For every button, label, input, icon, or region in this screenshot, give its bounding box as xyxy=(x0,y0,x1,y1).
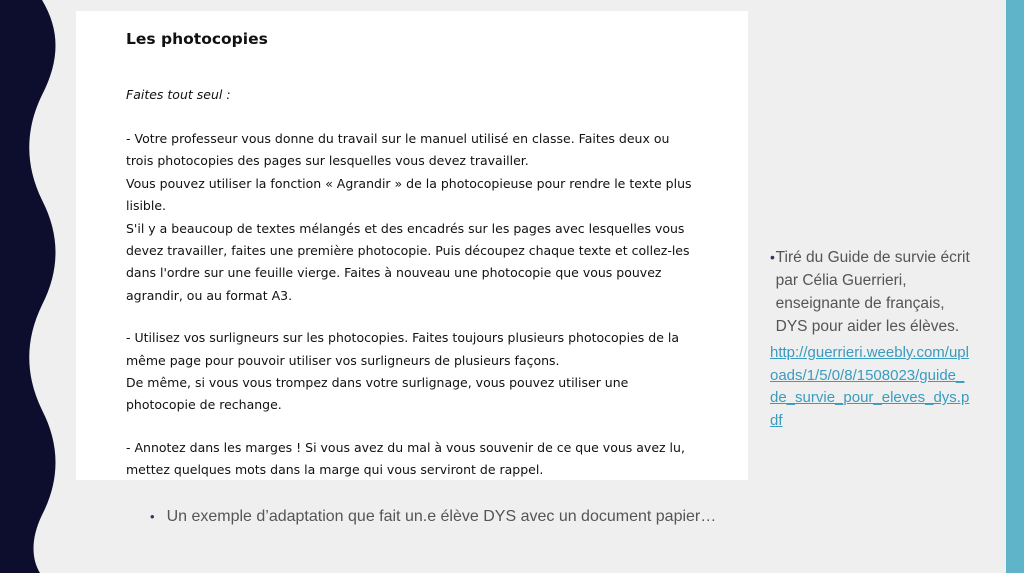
text-line: - Utilisez vos surligneurs sur les photocopies. Faites toujours plusieurs photocopies de la xyxy=(126,330,679,346)
right-accent-bar xyxy=(1006,0,1024,573)
text-line: même page pour pouvoir utiliser vos surligneurs de plusieurs façons. xyxy=(126,352,560,368)
text-line: S'il y a beaucoup de textes mélangés et des encadrés sur les pages avec lesquelles vous xyxy=(126,220,685,236)
side-note xyxy=(770,246,970,432)
text-line: photocopie de rechange. xyxy=(126,397,282,413)
text-line: agrandir, ou au format A3. xyxy=(126,287,293,303)
side-bullet xyxy=(770,246,970,338)
caption-text: Un exemple d’adaptation que fait un.e élève DYS avec un document papier… xyxy=(166,508,717,525)
source-link[interactable]: http://guerrieri.weebly.com/uploads/1/5/0/8/1508023/guide_de_survie_pour_eleves_dys.pdf xyxy=(770,344,970,429)
left-wave-decoration xyxy=(0,0,70,573)
paragraph-marges xyxy=(126,437,716,480)
document-image xyxy=(76,11,748,480)
slide-caption xyxy=(150,508,716,526)
bullet-icon: • xyxy=(150,509,155,524)
paragraph-photocopies xyxy=(126,128,716,307)
document-content xyxy=(126,28,716,480)
document-subtitle: Faites tout seul : xyxy=(126,87,231,102)
text-line: Vous pouvez utiliser la fonction « Agrandir » de la photocopieuse pour rendre le texte plus xyxy=(126,175,692,191)
text-line: - Annotez dans les marges ! Si vous avez du mal à vous souvenir de ce que vous avez lu, xyxy=(126,439,685,455)
text-line: - Votre professeur vous donne du travail sur le manuel utilisé en classe. Faites deux ou xyxy=(126,131,670,146)
text-line: trois photocopies des pages sur lesquelles vous devez travailler. xyxy=(126,153,529,169)
source-text: Tiré du Guide de survie écrit par Célia Guerrieri, enseignante de français, DYS pour aider les élèves. xyxy=(775,249,970,335)
text-line: dans l'ordre sur une feuille vierge. Faites à nouveau une photocopie que vous pouvez xyxy=(126,265,662,281)
text-line: mettez quelques mots dans la marge qui vous serviront de rappel. xyxy=(126,462,544,478)
bullet-icon: • xyxy=(770,249,775,265)
paragraph-surligneurs xyxy=(126,327,716,417)
text-line: lisible. xyxy=(126,198,167,214)
text-line: devez travailler, faites une première photocopie. Puis découpez chaque texte et collez-les xyxy=(126,243,690,259)
text-line: De même, si vous vous trompez dans votre surlignage, vous pouvez utiliser une xyxy=(126,375,629,391)
document-title: Les photocopies xyxy=(126,30,268,48)
